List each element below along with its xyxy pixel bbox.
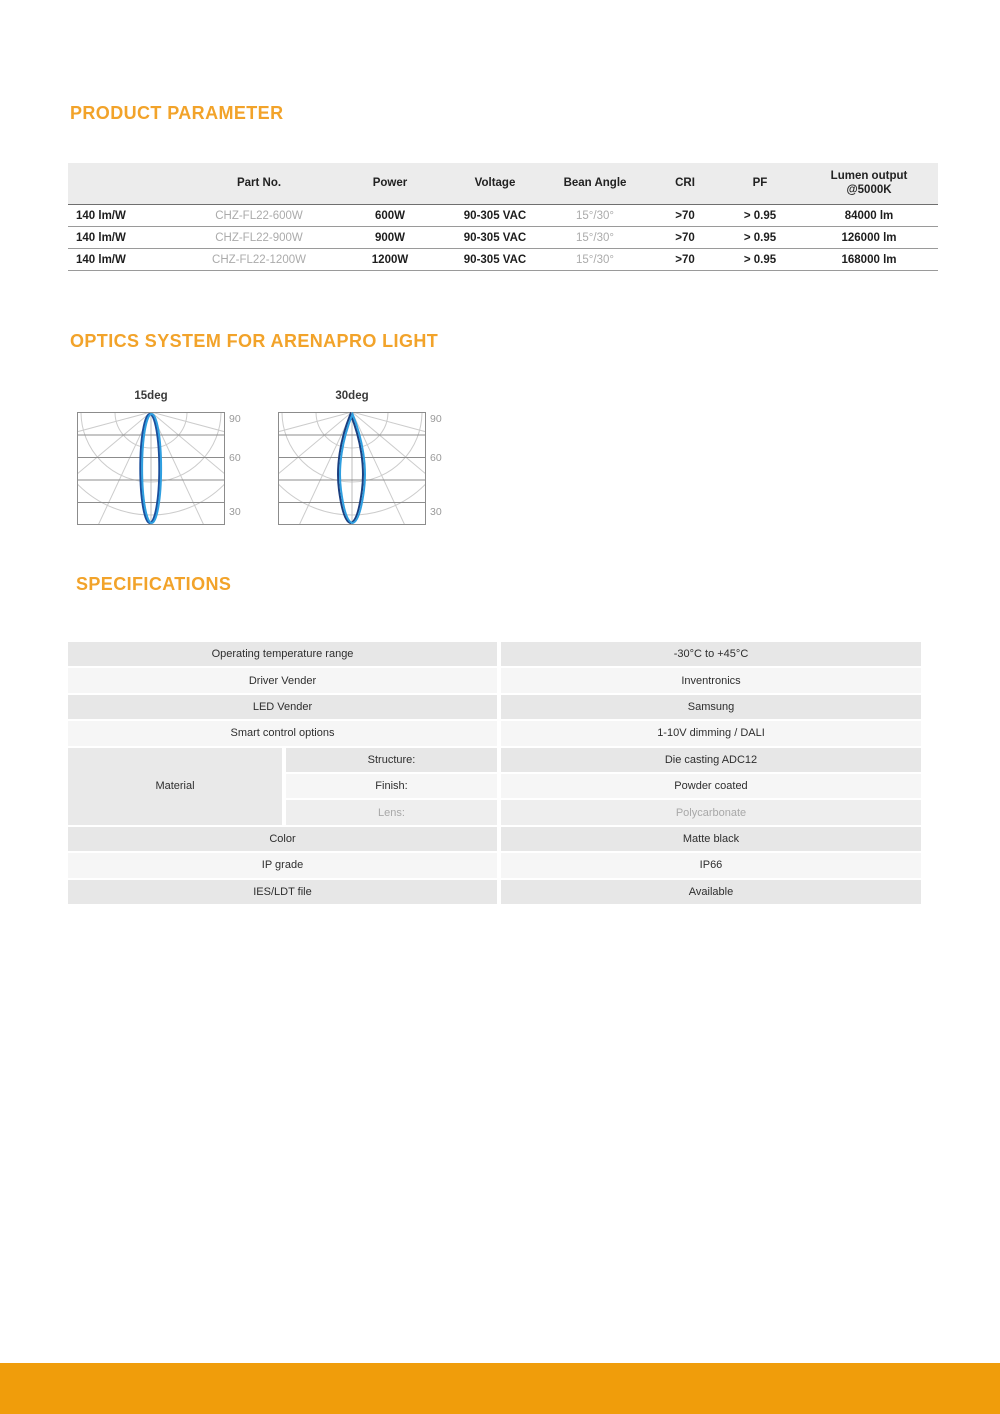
spec-value: Matte black — [501, 827, 921, 851]
specifications-heading: SPECIFICATIONS — [76, 574, 232, 594]
table-row — [68, 227, 938, 249]
efficacy-value: 140 lm/W — [76, 209, 126, 222]
spec-value: Powder coated — [501, 774, 921, 798]
photometric-curve-30deg — [278, 412, 426, 525]
pf-value: > 0.95 — [743, 231, 777, 244]
footer-accent-bar — [0, 1363, 1000, 1414]
lumen-value: 168000 lm — [841, 253, 897, 266]
photometric-diagram-30deg — [278, 412, 426, 525]
part-no-value: CHZ-FL22-900W — [215, 231, 303, 244]
scale-30-label: 30 — [229, 506, 241, 518]
column-header-bean-angle: Bean Angle — [563, 176, 627, 189]
voltage-value: 90-305 VAC — [463, 231, 527, 244]
spec-value: Die casting ADC12 — [501, 748, 921, 772]
beam-angle-30deg-label: 30deg — [335, 390, 369, 402]
part-no-value: CHZ-FL22-600W — [215, 209, 303, 222]
lumen-output-line1: Lumen output — [830, 170, 908, 183]
bean-angle-value: 15°/30° — [576, 209, 614, 222]
lumen-output-line2: @5000K — [846, 183, 892, 196]
spec-label: Color — [68, 827, 497, 851]
lumen-value: 126000 lm — [841, 231, 897, 244]
spec-material-label: Material — [68, 748, 282, 825]
cri-value: >70 — [675, 231, 695, 244]
efficacy-value: 140 lm/W — [76, 231, 126, 244]
spec-label: IP grade — [68, 853, 497, 877]
spec-label: IES/LDT file — [68, 880, 497, 904]
cri-value: >70 — [675, 253, 695, 266]
spec-sublabel: Finish: — [286, 774, 497, 798]
spec-label: Operating temperature range — [68, 642, 497, 666]
spec-label: Smart control options — [68, 721, 497, 745]
scale-60-label: 60 — [430, 452, 442, 464]
column-header-lumen-output — [800, 170, 938, 196]
lumen-value: 84000 lm — [844, 209, 894, 222]
spec-value: 1-10V dimming / DALI — [501, 721, 921, 745]
spec-label: Driver Vender — [68, 668, 497, 692]
spec-value: -30°C to +45°C — [501, 642, 921, 666]
pf-value: > 0.95 — [743, 209, 777, 222]
param-table-header-row — [68, 163, 938, 205]
spec-sublabel: Lens: — [286, 800, 497, 824]
column-header-part-no: Part No. — [236, 176, 282, 189]
spec-value: Polycarbonate — [501, 800, 921, 824]
cri-value: >70 — [675, 209, 695, 222]
optics-system-heading: OPTICS SYSTEM FOR ARENAPRO LIGHT — [70, 331, 439, 351]
table-row — [68, 249, 938, 271]
spec-value: Inventronics — [501, 668, 921, 692]
power-value: 900W — [374, 231, 406, 244]
column-header-power: Power — [372, 176, 408, 189]
voltage-value: 90-305 VAC — [463, 253, 527, 266]
spec-label: LED Vender — [68, 695, 497, 719]
column-header-voltage: Voltage — [474, 176, 516, 189]
voltage-value: 90-305 VAC — [463, 209, 527, 222]
spec-value: Samsung — [501, 695, 921, 719]
bean-angle-value: 15°/30° — [576, 253, 614, 266]
scale-90-label: 90 — [430, 413, 442, 425]
power-value: 1200W — [371, 253, 409, 266]
spec-sublabel: Structure: — [286, 748, 497, 772]
scale-90-label: 90 — [229, 413, 241, 425]
product-parameter-heading: PRODUCT PARAMETER — [70, 103, 284, 123]
pf-value: > 0.95 — [743, 253, 777, 266]
part-no-value: CHZ-FL22-1200W — [212, 253, 306, 266]
power-value: 600W — [374, 209, 406, 222]
scale-60-label: 60 — [229, 452, 241, 464]
photometric-diagram-15deg — [77, 412, 225, 525]
specifications-table — [68, 642, 921, 904]
bean-angle-value: 15°/30° — [576, 231, 614, 244]
column-header-pf: PF — [752, 176, 768, 189]
table-row — [68, 205, 938, 227]
product-parameter-table — [68, 163, 938, 271]
spec-value: IP66 — [501, 853, 921, 877]
scale-30-label: 30 — [430, 506, 442, 518]
column-header-cri: CRI — [675, 176, 695, 189]
beam-angle-15deg-label: 15deg — [134, 390, 168, 402]
efficacy-value: 140 lm/W — [76, 253, 126, 266]
spec-value: Available — [501, 880, 921, 904]
photometric-curve-15deg — [77, 412, 225, 525]
